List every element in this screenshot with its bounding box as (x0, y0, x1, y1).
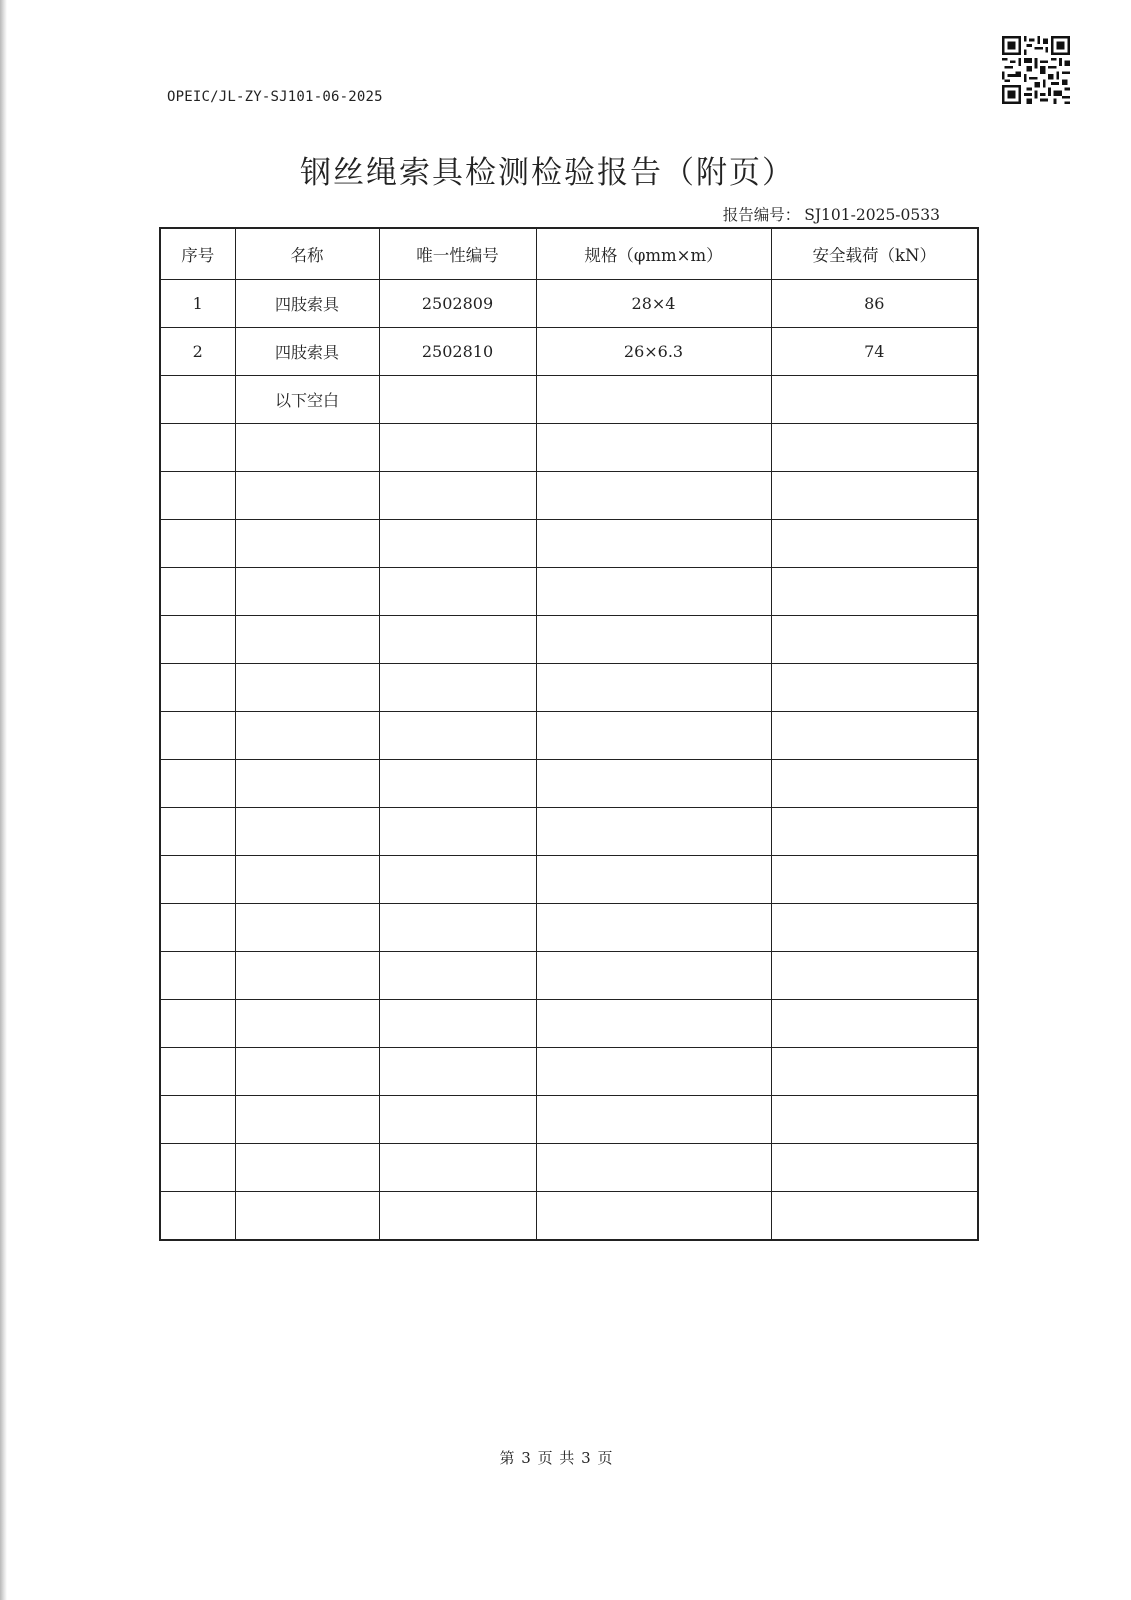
table-row (160, 904, 978, 952)
header-safe-load: 安全载荷（kN） (771, 228, 978, 280)
cell-unique-id (379, 1192, 536, 1241)
cell-unique-id (379, 568, 536, 616)
cell-name (235, 904, 379, 952)
cell-unique-id (379, 904, 536, 952)
cell-safe-load (771, 808, 978, 856)
table-row (160, 1144, 978, 1192)
cell-spec (536, 568, 771, 616)
cell-spec (536, 376, 771, 424)
table-row (160, 280, 978, 328)
cell-name (235, 568, 379, 616)
header-unique-id: 唯一性编号 (379, 228, 536, 280)
cell-index: 1 (160, 280, 235, 328)
cell-spec (536, 856, 771, 904)
cell-safe-load (771, 520, 978, 568)
table-row (160, 808, 978, 856)
cell-safe-load (771, 1048, 978, 1096)
cell-index (160, 1096, 235, 1144)
cell-unique-id: 2502809 (379, 280, 536, 328)
cell-spec (536, 472, 771, 520)
cell-index: 2 (160, 328, 235, 376)
cell-index (160, 1144, 235, 1192)
cell-index (160, 952, 235, 1000)
cell-unique-id (379, 664, 536, 712)
cell-index (160, 808, 235, 856)
table-row (160, 1096, 978, 1144)
header-name: 名称 (235, 228, 379, 280)
table-header-row (160, 228, 978, 280)
cell-spec (536, 760, 771, 808)
cell-unique-id (379, 712, 536, 760)
header-index: 序号 (160, 228, 235, 280)
cell-name (235, 664, 379, 712)
table-row (160, 1000, 978, 1048)
report-number-label: 报告编号： (722, 206, 801, 224)
cell-index (160, 376, 235, 424)
document-code: OPEIC/JL-ZY-SJ101-06-2025 (167, 89, 383, 105)
header-spec: 规格（φmm×m） (536, 228, 771, 280)
cell-index (160, 1192, 235, 1241)
scan-edge-shadow (0, 0, 7, 1600)
cell-safe-load (771, 904, 978, 952)
table-row (160, 568, 978, 616)
cell-unique-id (379, 1144, 536, 1192)
cell-unique-id: 2502810 (379, 328, 536, 376)
cell-safe-load (771, 472, 978, 520)
cell-index (160, 1048, 235, 1096)
cell-safe-load (771, 376, 978, 424)
cell-spec (536, 1000, 771, 1048)
cell-spec (536, 952, 771, 1000)
cell-safe-load (771, 952, 978, 1000)
cell-index (160, 664, 235, 712)
cell-name (235, 712, 379, 760)
cell-spec: 26×6.3 (536, 328, 771, 376)
cell-unique-id (379, 376, 536, 424)
cell-spec (536, 1048, 771, 1096)
cell-index (160, 712, 235, 760)
report-number-value: SJ101-2025-0533 (804, 206, 940, 224)
cell-spec (536, 1144, 771, 1192)
table-row (160, 952, 978, 1000)
cell-safe-load (771, 712, 978, 760)
cell-spec (536, 520, 771, 568)
cell-safe-load (771, 1144, 978, 1192)
cell-name: 四肢索具 (235, 280, 379, 328)
table-row (160, 328, 978, 376)
table-row (160, 472, 978, 520)
cell-spec (536, 904, 771, 952)
cell-name (235, 952, 379, 1000)
table-row (160, 712, 978, 760)
cell-index (160, 520, 235, 568)
cell-safe-load (771, 760, 978, 808)
cell-index (160, 856, 235, 904)
cell-spec (536, 1192, 771, 1241)
cell-index (160, 616, 235, 664)
cell-index (160, 568, 235, 616)
cell-name: 以下空白 (235, 376, 379, 424)
cell-safe-load (771, 1000, 978, 1048)
table-row (160, 616, 978, 664)
table-row (160, 1192, 978, 1241)
page-footer: 第 3 页 共 3 页 (499, 1449, 614, 1467)
cell-unique-id (379, 952, 536, 1000)
cell-safe-load (771, 1192, 978, 1241)
cell-name (235, 1000, 379, 1048)
cell-spec (536, 808, 771, 856)
cell-unique-id (379, 1048, 536, 1096)
cell-unique-id (379, 760, 536, 808)
cell-unique-id (379, 856, 536, 904)
inspection-table (159, 227, 979, 1241)
cell-name (235, 1048, 379, 1096)
cell-spec (536, 616, 771, 664)
cell-index (160, 1000, 235, 1048)
cell-spec (536, 712, 771, 760)
cell-index (160, 472, 235, 520)
cell-unique-id (379, 808, 536, 856)
table-row (160, 664, 978, 712)
cell-safe-load: 86 (771, 280, 978, 328)
table-row (160, 424, 978, 472)
cell-unique-id (379, 472, 536, 520)
cell-safe-load (771, 424, 978, 472)
cell-name (235, 760, 379, 808)
cell-name (235, 616, 379, 664)
cell-index (160, 904, 235, 952)
cell-name (235, 808, 379, 856)
cell-name: 四肢索具 (235, 328, 379, 376)
cell-spec (536, 1096, 771, 1144)
cell-unique-id (379, 520, 536, 568)
cell-spec: 28×4 (536, 280, 771, 328)
cell-name (235, 1144, 379, 1192)
cell-unique-id (379, 424, 536, 472)
cell-spec (536, 424, 771, 472)
cell-name (235, 424, 379, 472)
cell-unique-id (379, 1096, 536, 1144)
table-row (160, 760, 978, 808)
cell-safe-load (771, 664, 978, 712)
cell-index (160, 760, 235, 808)
table-row (160, 376, 978, 424)
cell-spec (536, 664, 771, 712)
page-title: 钢丝绳索具检测检验报告（附页） (300, 155, 795, 191)
cell-name (235, 520, 379, 568)
cell-name (235, 1192, 379, 1241)
cell-name (235, 856, 379, 904)
table-row (160, 856, 978, 904)
qr-code-icon (1002, 36, 1070, 104)
cell-safe-load (771, 568, 978, 616)
cell-safe-load (771, 1096, 978, 1144)
cell-index (160, 424, 235, 472)
table-row (160, 520, 978, 568)
cell-name (235, 1096, 379, 1144)
cell-safe-load: 74 (771, 328, 978, 376)
cell-unique-id (379, 1000, 536, 1048)
cell-name (235, 472, 379, 520)
table-row (160, 1048, 978, 1096)
report-number (723, 203, 940, 225)
cell-safe-load (771, 616, 978, 664)
cell-safe-load (771, 856, 978, 904)
cell-unique-id (379, 616, 536, 664)
